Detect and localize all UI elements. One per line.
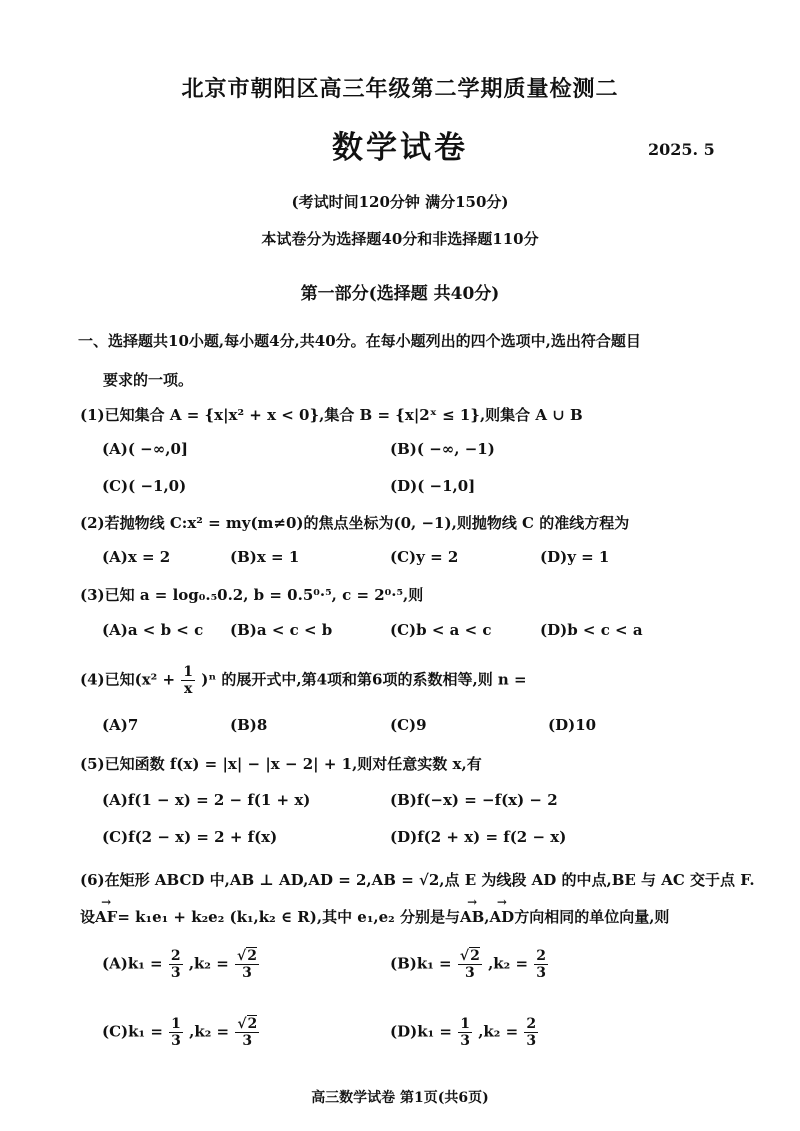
question-6-stem-line-1: (6)在矩形 ABCD 中,AB ⊥ AD,AD = 2,AB = √2,点 E 为线段 AD 的中点,BE 与 AC 交于点 F. <box>80 871 755 889</box>
q6-text-d: 方向相同的单位向量,则 <box>514 908 670 926</box>
question-3-option-b: (B)a < c < b <box>230 621 333 639</box>
q6-text-c: , <box>484 908 490 926</box>
opt-mid: ,k₂ = <box>189 1022 230 1041</box>
question-6-option-a <box>102 948 260 981</box>
school-header: 北京市朝阳区高三年级第二学期质量检测二 <box>181 76 619 102</box>
vector-ad: → AD <box>490 908 515 926</box>
question-4-stem <box>80 664 527 697</box>
fraction <box>458 948 482 981</box>
question-4-option-b: (B)8 <box>230 716 268 734</box>
page-footer: 高三数学试卷 第1页(共6页) <box>311 1090 489 1106</box>
question-4-fraction-num: 1 <box>183 664 194 680</box>
radicand: 2 <box>247 948 257 964</box>
question-1-option-c: (C)( −1,0) <box>102 477 187 495</box>
fraction <box>169 1016 183 1049</box>
fraction-num <box>458 948 482 965</box>
sqrt-sign: √ <box>459 948 470 964</box>
question-3-option-c: (C)b < a < c <box>390 621 492 639</box>
fraction-den: 3 <box>170 965 181 981</box>
fraction-num <box>235 948 259 965</box>
question-4-fraction <box>181 664 195 697</box>
question-2-option-d: (D)y = 1 <box>540 548 610 566</box>
question-4-stem-suffix: )ⁿ 的展开式中,第4项和第6项的系数相等,则 n = <box>201 670 527 689</box>
fraction-den: 3 <box>460 1033 470 1049</box>
fraction-den: 3 <box>536 965 547 981</box>
fraction <box>534 948 548 981</box>
part-title: 第一部分(选择题 共40分) <box>300 284 500 304</box>
fraction-num <box>235 1016 259 1033</box>
question-5-option-c: (C)f(2 − x) = 2 + f(x) <box>102 828 278 846</box>
instructions-line-1: 一、选择题共10小题,每小题4分,共40分。在每小题列出的四个选项中,选出符合题目 <box>78 332 641 350</box>
opt-label: (C)k₁ = <box>102 1022 163 1041</box>
question-1-option-b: (B)( −∞, −1) <box>390 440 495 458</box>
opt-label: (A)k₁ = <box>102 954 163 973</box>
question-1-option-a: (A)( −∞,0] <box>102 440 188 458</box>
radicand: 2 <box>247 1016 258 1032</box>
question-6-option-d <box>390 1016 539 1049</box>
opt-mid: ,k₂ = <box>188 954 229 973</box>
question-6-option-b <box>390 948 549 981</box>
question-5-option-d: (D)f(2 + x) = f(2 − x) <box>390 828 567 846</box>
opt-label: (D)k₁ = <box>390 1022 452 1041</box>
fraction-num: 1 <box>460 1016 470 1032</box>
fraction-num: 1 <box>171 1016 181 1032</box>
question-4-option-d: (D)10 <box>548 716 597 734</box>
vector-af: → AF <box>95 908 117 926</box>
score-line: 本试卷分为选择题40分和非选择题110分 <box>261 230 539 248</box>
question-3-option-d: (D)b < c < a <box>540 621 643 639</box>
question-6-stem-line-2 <box>80 906 669 927</box>
fraction-den: 3 <box>242 1033 253 1049</box>
opt-mid: ,k₂ = <box>488 954 529 973</box>
fraction <box>235 1016 259 1049</box>
question-2-option-b: (B)x = 1 <box>230 548 300 566</box>
question-2-stem: (2)若抛物线 C:x² = my(m≠0)的焦点坐标为(0, −1),则抛物线 C 的准线方程为 <box>80 514 630 532</box>
sqrt-sign: √ <box>237 948 247 964</box>
fraction-den: 3 <box>526 1033 537 1049</box>
question-4-stem-prefix: (4)已知(x² + <box>80 670 176 689</box>
question-3-stem: (3)已知 a = log₀.₅0.2, b = 0.5⁰·⁵, c = 2⁰·⁵,则 <box>80 586 424 604</box>
question-4-option-c: (C)9 <box>390 716 427 734</box>
opt-mid: ,k₂ = <box>478 1022 519 1041</box>
fraction-den: 3 <box>171 1033 181 1049</box>
question-4-fraction-den: x <box>183 681 193 697</box>
q6-text-a: 设 <box>80 908 96 926</box>
instructions-line-2: 要求的一项。 <box>103 371 194 389</box>
fraction-den: 3 <box>242 965 252 981</box>
question-4-option-a: (A)7 <box>102 716 139 734</box>
question-5-stem: (5)已知函数 f(x) = |x| − |x − 2| + 1,则对任意实数 x,有 <box>80 755 482 773</box>
q6-text-b: = k₁e₁ + k₂e₂ (k₁,k₂ ∈ R),其中 e₁,e₂ 分别是与 <box>117 908 460 926</box>
fraction <box>235 948 259 981</box>
page-title: 数学试卷 <box>332 130 468 166</box>
question-1-stem: (1)已知集合 A = {x|x² + x < 0},集合 B = {x|2ˣ ≤ 1},则集合 A ∪ B <box>80 406 583 424</box>
fraction-den: 3 <box>464 965 475 981</box>
question-5-option-b: (B)f(−x) = −f(x) − 2 <box>390 791 558 809</box>
vector-ab: → AB <box>460 908 484 926</box>
fraction <box>524 1016 538 1049</box>
question-5-option-a: (A)f(1 − x) = 2 − f(1 + x) <box>102 791 311 809</box>
fraction <box>169 948 183 981</box>
fraction-num: 2 <box>526 1016 537 1032</box>
fraction-num: 2 <box>536 948 547 964</box>
opt-label: (B)k₁ = <box>390 954 452 973</box>
radicand: 2 <box>470 948 480 964</box>
question-3-option-a: (A)a < b < c <box>102 621 204 639</box>
sqrt-sign: √ <box>237 1016 247 1032</box>
question-1-option-d: (D)( −1,0] <box>390 477 476 495</box>
question-2-option-a: (A)x = 2 <box>102 548 171 566</box>
fraction <box>458 1016 472 1049</box>
exam-time-line: (考试时间120分钟 满分150分) <box>291 193 509 211</box>
exam-date: 2025. 5 <box>648 140 715 159</box>
question-2-option-c: (C)y = 2 <box>390 548 459 566</box>
question-6-option-c <box>102 1016 260 1049</box>
fraction-num: 2 <box>170 948 181 964</box>
